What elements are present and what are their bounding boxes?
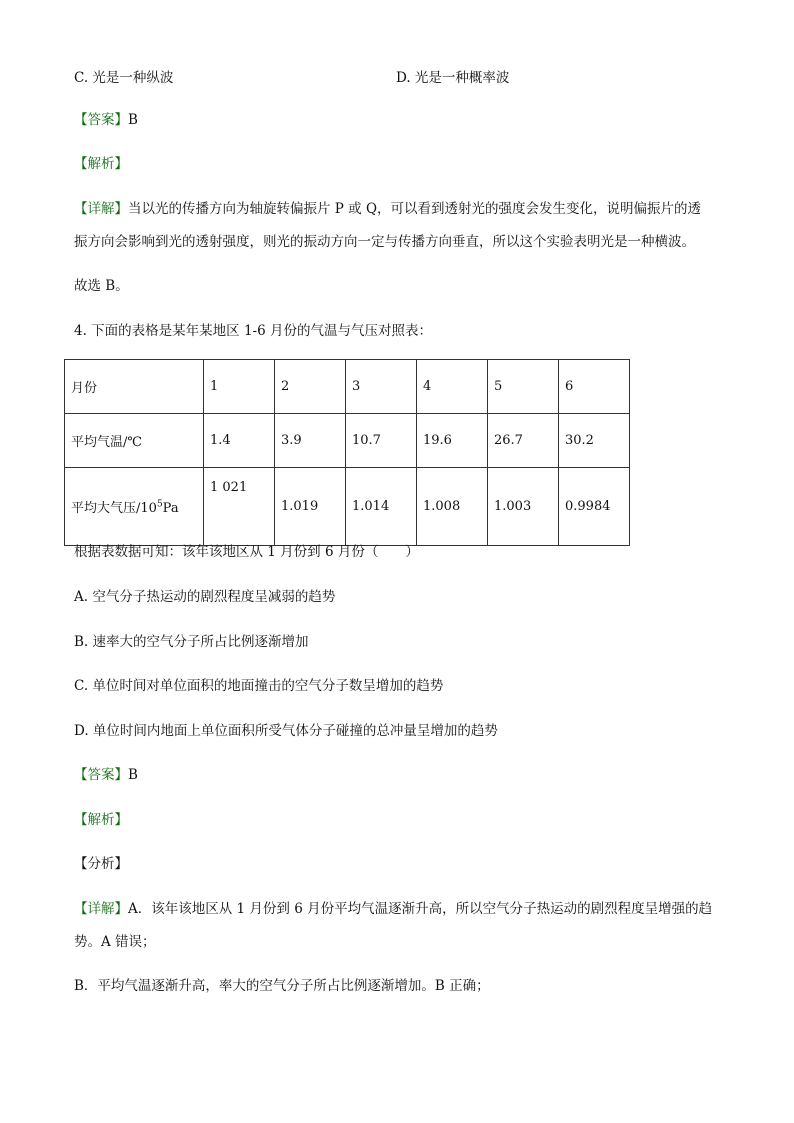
q4-option-c: C. 单位时间对单位面积的地面撞击的空气分子数呈增加的趋势 (74, 678, 444, 694)
table-cell: 3 (346, 360, 417, 414)
q4-detail-line1 (74, 899, 712, 919)
table-cell: 4 (417, 360, 488, 414)
q4-stem: 4. 下面的表格是某年某地区 1-6 月份的气温与气压对照表： (74, 323, 432, 339)
q4-option-a: A. 空气分子热运动的剧烈程度呈减弱的趋势 (74, 589, 336, 605)
pressure-label-unit: Pa (162, 501, 179, 516)
table-cell: 1.4 (204, 414, 275, 468)
answer-tag: 【答案】 (74, 767, 128, 783)
q3-answer-line (74, 110, 138, 130)
table-cell: 26.7 (488, 414, 559, 468)
analysis-tag: 【解析】 (74, 156, 128, 172)
table-cell: 1 021 (204, 468, 275, 546)
q4-detail-line2: 势。A 错误； (74, 934, 156, 950)
option-d-previous: D. 光是一种概率波 (396, 70, 510, 86)
table-cell-label: 平均气温/℃ (65, 414, 204, 468)
q4-prompt: 根据表数据可知：该年该地区从 1 月份到 6 月份（ ） (74, 544, 419, 560)
table-cell-label (65, 468, 204, 546)
top-options-row (74, 66, 714, 86)
table-cell-label: 月份 (65, 360, 204, 414)
q4-detail-line3: B．平均气温逐渐升高，率大的空气分子所占比例逐渐增加。B 正确； (74, 978, 490, 994)
q3-conclusion: 故选 B。 (74, 278, 129, 294)
table-cell: 5 (488, 360, 559, 414)
table-row (65, 468, 630, 546)
table-cell: 1 (204, 360, 275, 414)
q3-analysis-tag (74, 154, 128, 174)
detail-text: A．该年该地区从 1 月份到 6 月份平均气温逐渐升高，所以空气分子热运动的剧烈程度呈增强的趋 (128, 901, 713, 917)
option-c-previous: C. 光是一种纵波 (74, 70, 174, 86)
table-cell: 1.019 (275, 468, 346, 546)
table-cell: 3.9 (275, 414, 346, 468)
q4-fenxi-tag: 【分析】 (74, 856, 128, 872)
q3-detail-line1 (74, 199, 701, 219)
table-cell: 2 (275, 360, 346, 414)
analysis-tag: 【解析】 (74, 812, 128, 828)
table-cell: 1.003 (488, 468, 559, 546)
table-cell: 30.2 (559, 414, 630, 468)
answer-value: B (128, 767, 138, 783)
q4-option-d: D. 单位时间内地面上单位面积所受气体分子碰撞的总冲量呈增加的趋势 (74, 723, 498, 739)
table-cell: 1.008 (417, 468, 488, 546)
table-cell: 0.9984 (559, 468, 630, 546)
answer-value: B (128, 112, 138, 128)
table-cell: 6 (559, 360, 630, 414)
detail-text: 当以光的传播方向为轴旋转偏振片 P 或 Q，可以看到透射光的强度会发生变化，说明偏振片的透 (128, 201, 702, 217)
temperature-pressure-table (64, 359, 630, 546)
detail-tag: 【详解】 (74, 201, 128, 217)
q3-detail-line2: 振方向会影响到光的透射强度，则光的振动方向一定与传播方向垂直，所以这个实验表明光是一种横波。 (74, 234, 695, 250)
detail-tag: 【详解】 (74, 901, 128, 917)
table-row (65, 414, 630, 468)
answer-tag: 【答案】 (74, 112, 128, 128)
table-cell: 19.6 (417, 414, 488, 468)
table-cell: 1.014 (346, 468, 417, 546)
q4-answer-line (74, 765, 138, 785)
table-cell: 10.7 (346, 414, 417, 468)
q4-option-b: B. 速率大的空气分子所占比例逐渐增加 (74, 634, 309, 650)
table-row (65, 360, 630, 414)
pressure-label-exponent: 5 (156, 499, 163, 510)
q4-analysis-tag (74, 810, 128, 830)
pressure-label-prefix: 平均大气压/10 (71, 501, 157, 516)
